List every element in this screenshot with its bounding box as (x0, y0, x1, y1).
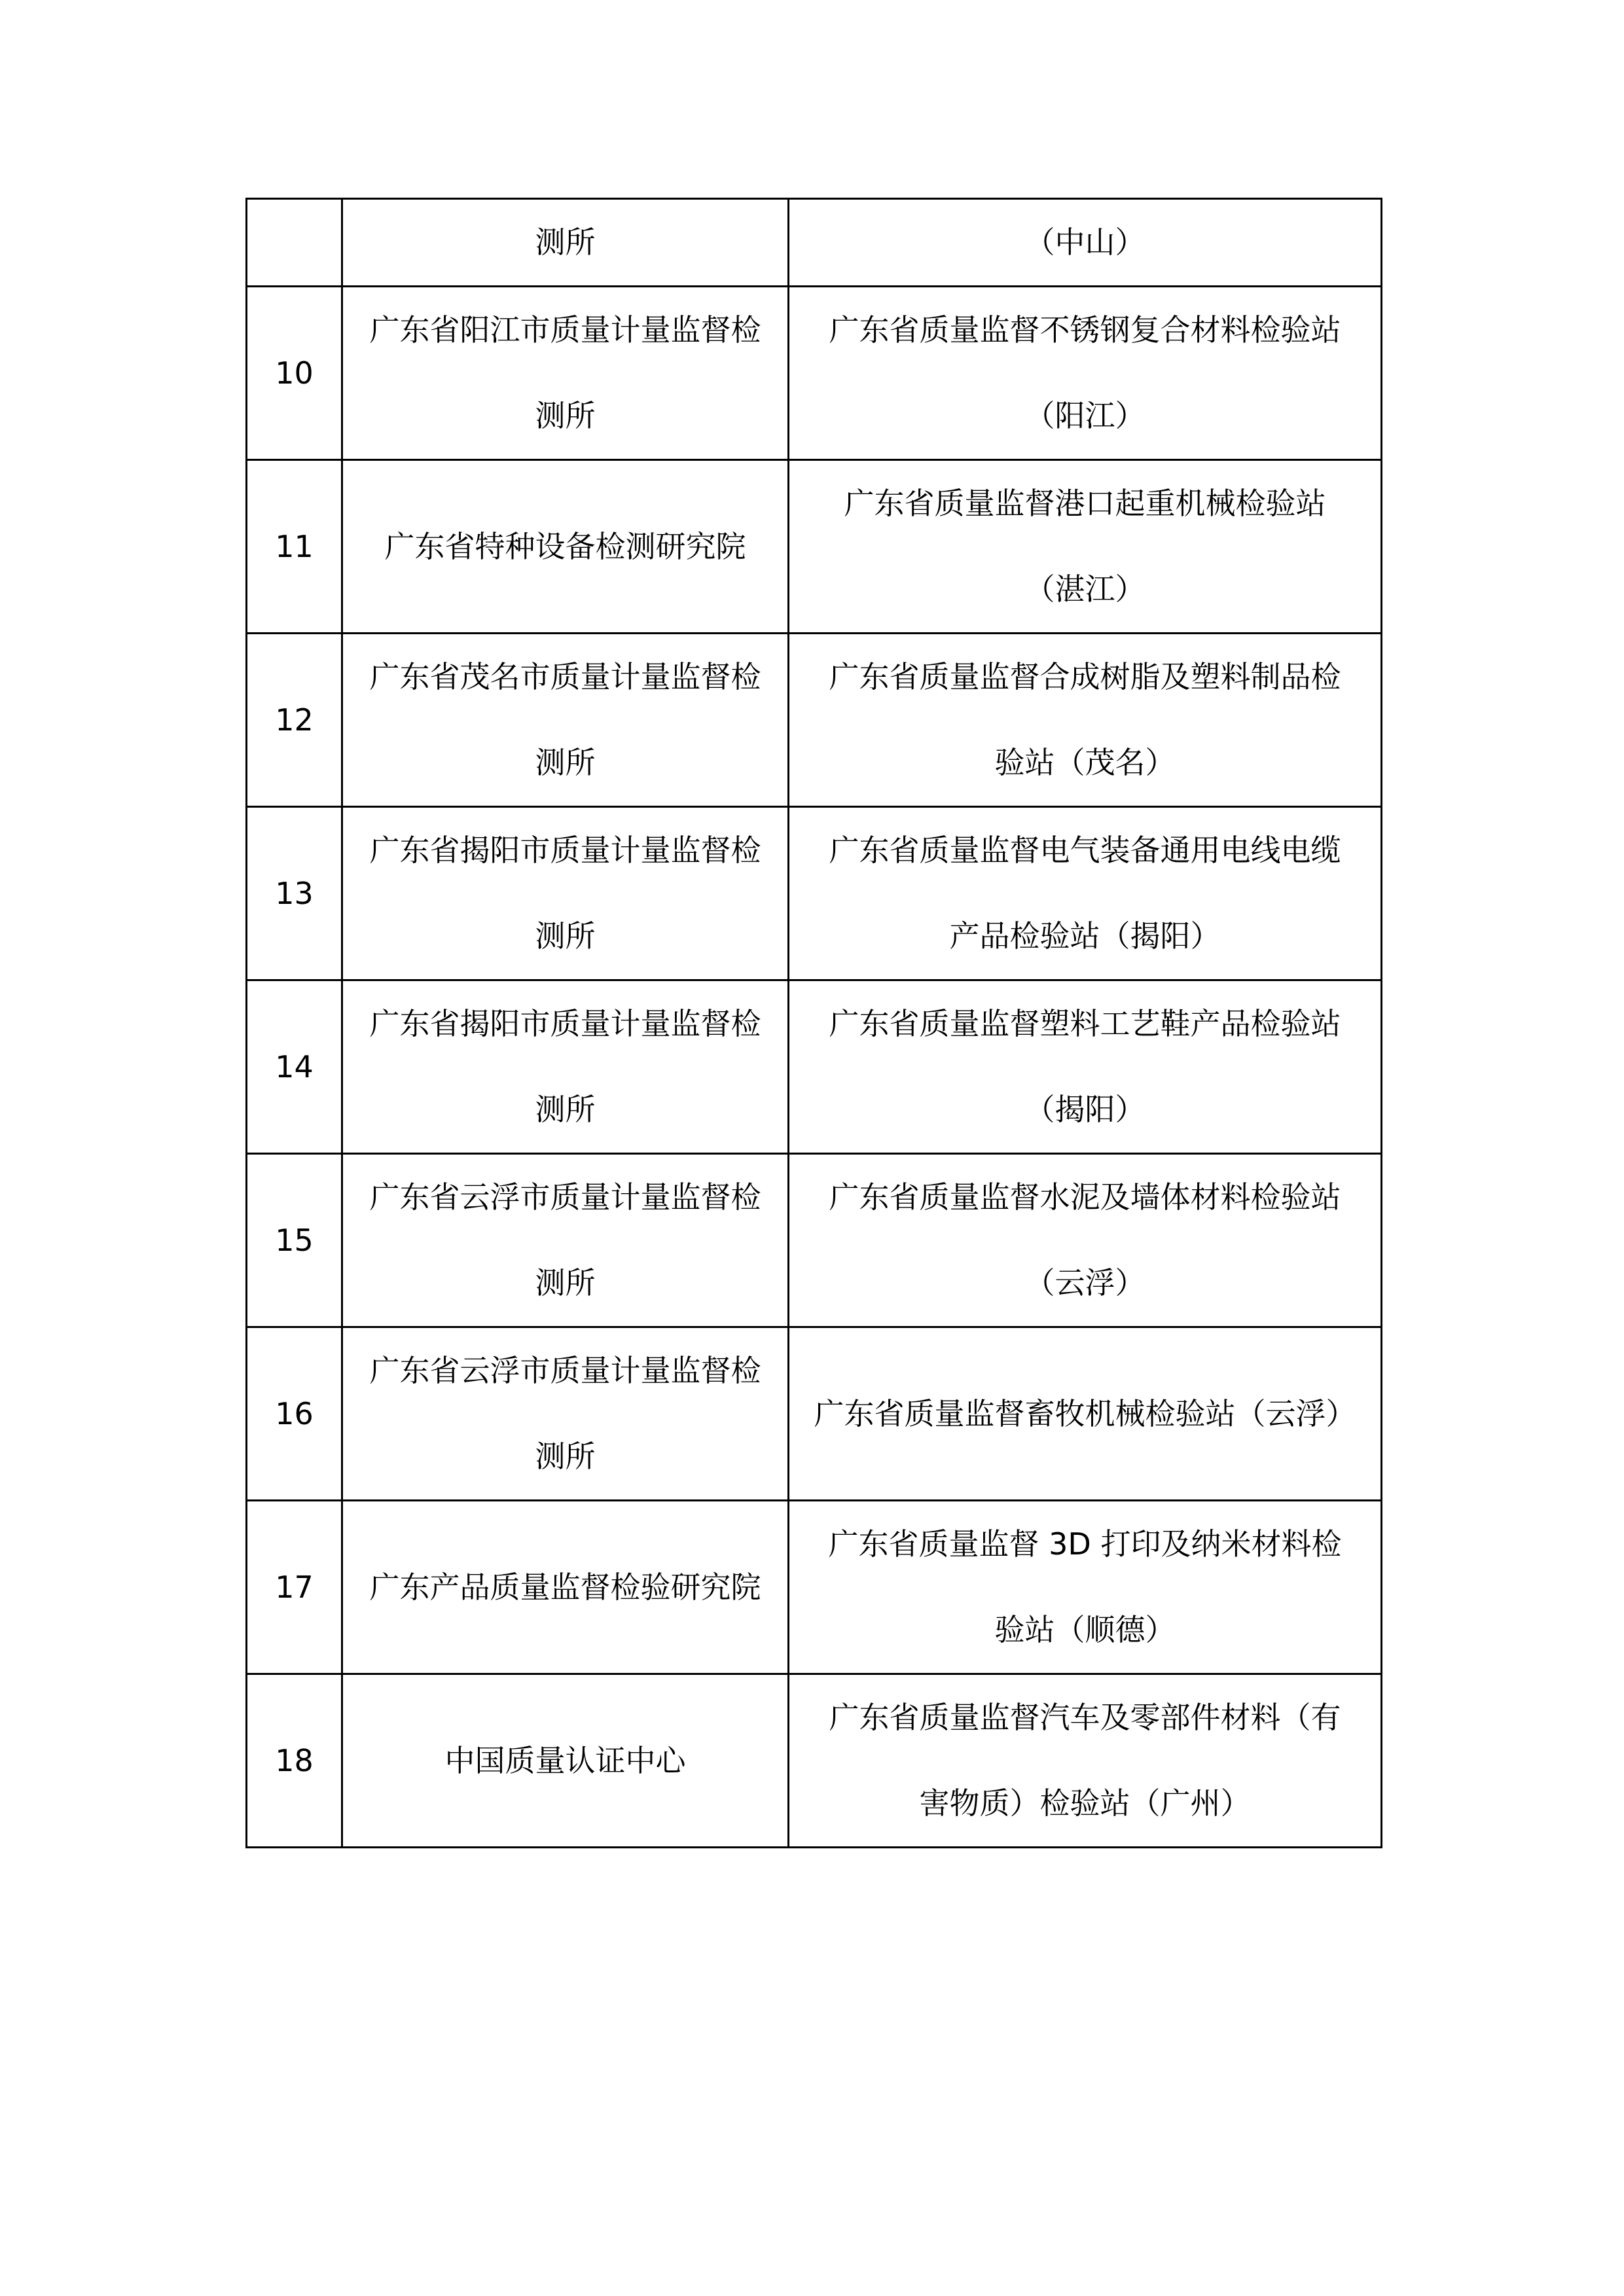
station-cell (789, 1674, 1382, 1848)
station-cell (789, 1327, 1382, 1501)
station-line: 广东省质量监督港口起重机械检验站 (844, 486, 1326, 521)
organization-line: 广东省揭阳市质量计量监督检 (369, 1006, 761, 1041)
table-row (247, 1501, 1382, 1674)
station-line: （揭阳） (1024, 1092, 1146, 1127)
organization-cell (342, 287, 789, 460)
organization-line: 广东省云浮市质量计量监督检 (369, 1179, 761, 1215)
station-cell (789, 1154, 1382, 1327)
organization-line: 中国质量认证中心 (444, 1742, 686, 1778)
station-line: 验站（茂名） (994, 745, 1176, 780)
table-row (247, 199, 1382, 287)
station-line: （云浮） (1024, 1265, 1146, 1300)
row-number-cell (247, 807, 342, 980)
table-row (247, 1154, 1382, 1327)
station-line: 广东省质量监督 3D 打印及纳米材料检 (828, 1526, 1342, 1562)
row-number: 16 (275, 1395, 314, 1431)
station-cell (789, 634, 1382, 807)
table-row (247, 1327, 1382, 1501)
organization-cell (342, 1674, 789, 1848)
row-number-cell (247, 1154, 342, 1327)
row-number: 18 (275, 1742, 314, 1778)
inspection-station-table (245, 198, 1382, 1848)
row-number-cell (247, 1327, 342, 1501)
organization-line: 广东省揭阳市质量计量监督检 (369, 833, 761, 868)
organization-cell (342, 460, 789, 634)
organization-cell (342, 199, 789, 287)
table-row (247, 807, 1382, 980)
row-number: 10 (275, 355, 314, 391)
table-row (247, 980, 1382, 1154)
row-number: 12 (275, 702, 314, 738)
station-line: 广东省质量监督水泥及墙体材料检验站 (829, 1179, 1341, 1215)
station-line: 广东省质量监督汽车及零部件材料（有 (829, 1700, 1341, 1735)
row-number-cell (247, 199, 342, 287)
organization-line: 测所 (535, 1265, 596, 1300)
station-line: 广东省质量监督畜牧机械检验站（云浮） (814, 1395, 1356, 1431)
organization-cell (342, 1501, 789, 1674)
table-row (247, 460, 1382, 634)
row-number-cell (247, 1674, 342, 1848)
organization-cell (342, 634, 789, 807)
organization-line: 广东省云浮市质量计量监督检 (369, 1353, 761, 1388)
station-cell (789, 460, 1382, 634)
station-line: 产品检验站（揭阳） (949, 918, 1221, 954)
station-line: （阳江） (1024, 398, 1146, 433)
station-cell (789, 1501, 1382, 1674)
station-line: （湛江） (1024, 571, 1146, 607)
table-row (247, 1674, 1382, 1848)
organization-line: 广东省阳江市质量计量监督检 (369, 312, 761, 348)
organization-cell (342, 807, 789, 980)
station-cell (789, 287, 1382, 460)
station-cell (789, 980, 1382, 1154)
row-number: 13 (275, 875, 314, 911)
organization-cell (342, 1327, 789, 1501)
organization-line: 测所 (535, 745, 596, 780)
organization-line: 测所 (535, 918, 596, 954)
organization-line: 测所 (535, 398, 596, 433)
row-number-cell (247, 1501, 342, 1674)
row-number-cell (247, 980, 342, 1154)
station-cell (789, 807, 1382, 980)
station-line: （中山） (1024, 224, 1146, 260)
row-number: 17 (275, 1569, 314, 1605)
organization-line: 广东省特种设备检测研究院 (384, 528, 746, 564)
station-line: 广东省质量监督塑料工艺鞋产品检验站 (829, 1006, 1341, 1041)
station-cell (789, 199, 1382, 287)
row-number-cell (247, 460, 342, 634)
organization-line: 测所 (535, 224, 596, 260)
row-number-cell (247, 634, 342, 807)
organization-line: 广东产品质量监督检验研究院 (369, 1569, 761, 1605)
organization-line: 广东省茂名市质量计量监督检 (369, 659, 761, 694)
station-line: 害物质）检验站（广州） (919, 1785, 1251, 1821)
organization-cell (342, 1154, 789, 1327)
row-number-cell (247, 287, 342, 460)
station-line: 广东省质量监督不锈钢复合材料检验站 (829, 312, 1341, 348)
station-line: 广东省质量监督电气装备通用电线电缆 (829, 833, 1341, 868)
organization-line: 测所 (535, 1439, 596, 1474)
organization-cell (342, 980, 789, 1154)
organization-line: 测所 (535, 1092, 596, 1127)
row-number: 14 (275, 1049, 314, 1085)
table-row (247, 287, 1382, 460)
table-row (247, 634, 1382, 807)
station-line: 广东省质量监督合成树脂及塑料制品检 (829, 659, 1341, 694)
row-number: 11 (275, 528, 314, 564)
row-number: 15 (275, 1222, 314, 1258)
station-line: 验站（顺德） (994, 1612, 1176, 1647)
